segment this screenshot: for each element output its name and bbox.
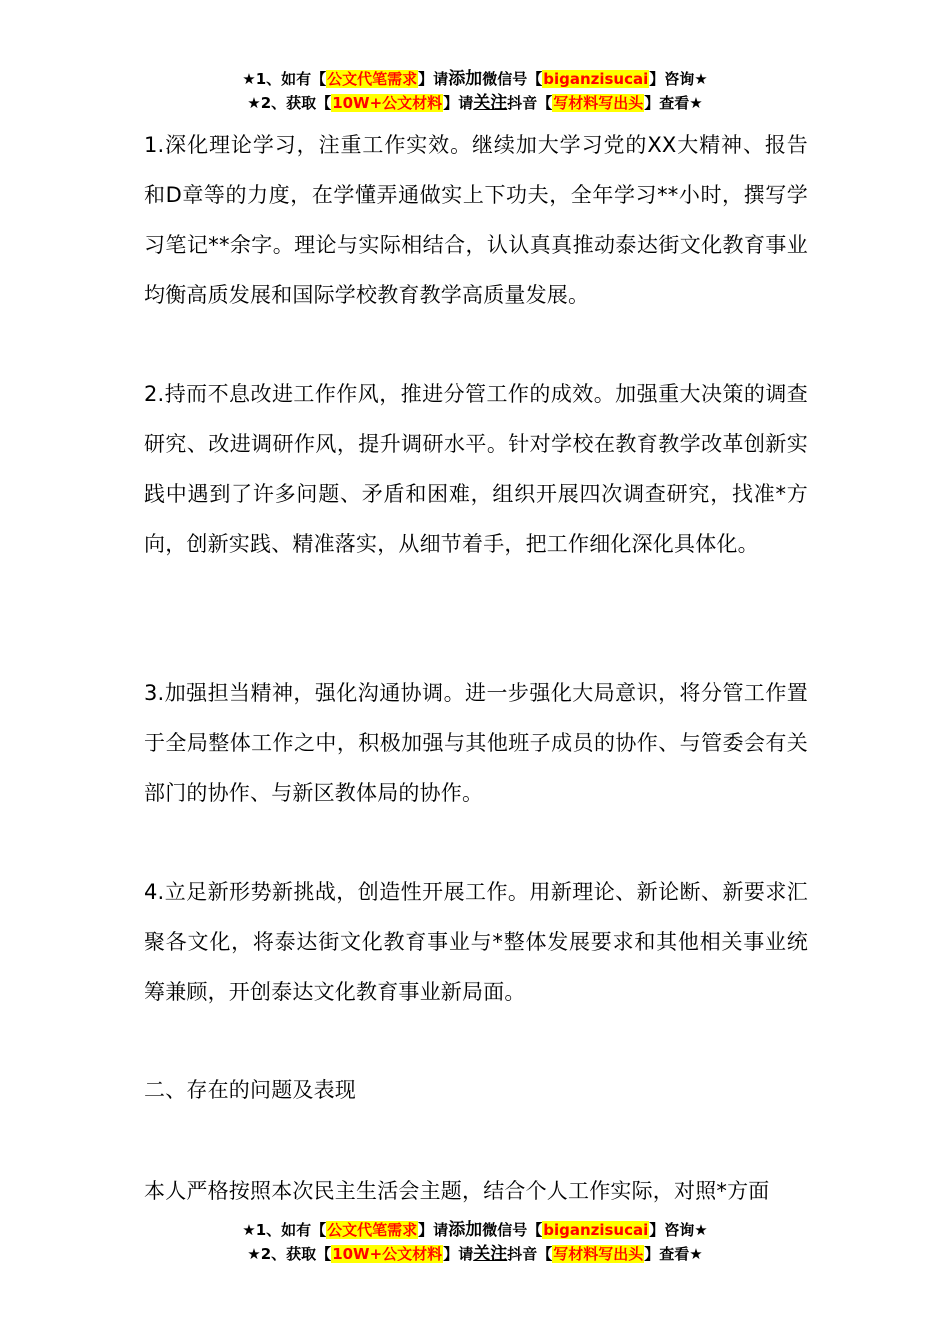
star-icon: ★ [247,1245,261,1263]
promo-banner-bottom [0,1218,950,1266]
highlight-materials: 10W+公文材料 [332,1245,443,1263]
promo-banner-top [0,67,950,115]
highlight-douyin-account: 写材料写出头 [553,94,644,112]
star-icon: ★ [247,94,261,112]
highlight-douyin-account: 写材料写出头 [553,1245,644,1263]
star-icon: ★ [242,1221,256,1239]
highlight-wechat-id: biganzisucai [543,1221,649,1239]
highlight-wechat-id: biganzisucai [543,70,649,88]
section-heading: 二、存在的问题及表现 [144,1078,356,1102]
highlight-materials: 10W+公文材料 [332,94,443,112]
promo-line-2: ★2、获取【10W+公文材料】请关注抖音【写材料写出头】查看★ [247,1244,703,1264]
star-icon: ★ [242,70,256,88]
paragraph-2: 2.持而不息改进工作作风，推进分管工作的成效。加强重大决策的调查研究、改进调研作风，提升调研水平。针对学校在教育教学改革创新实践中遇到了许多问题、矛盾和困难，组织开展四次调查研究，找准*方向，创新实践、精准落实，从细节着手，把工作细化深化具体化。 [144,382,808,556]
paragraph-4: 4.立足新形势新挑战，创造性开展工作。用新理论、新论断、新要求汇聚各文化，将泰达街文化教育事业与*整体发展要求和其他相关事业统筹兼顾，开创泰达文化教育事业新局面。 [144,880,808,1004]
promo-line-1: ★1、如有【公文代笔需求】请添加微信号【biganzisucai】咨询★ [242,69,708,89]
paragraph-1: 1.深化理论学习，注重工作实效。继续加大学习党的XX大精神、报告和D章等的力度，在学懂弄通做实上下功夫，全年学习**小时，撰写学习笔记**余字。理论与实际相结合，认认真真推动泰达街文化教育事业均衡高质发展和国际学校教育教学高质量发展。 [144,133,808,307]
promo-line-2: ★2、获取【10W+公文材料】请关注抖音【写材料写出头】查看★ [247,93,703,113]
highlight-service: 公文代笔需求 [327,70,418,88]
highlight-service: 公文代笔需求 [327,1221,418,1239]
paragraph-5: 本人严格按照本次民主生活会主题，结合个人工作实际，对照*方面 [144,1179,770,1203]
paragraph-3: 3.加强担当精神，强化沟通协调。进一步强化大局意识，将分管工作置于全局整体工作之中，积极加强与其他班子成员的协作、与管委会有关部门的协作、与新区教体局的协作。 [144,681,808,805]
promo-line-1: ★1、如有【公文代笔需求】请添加微信号【biganzisucai】咨询★ [242,1220,708,1240]
